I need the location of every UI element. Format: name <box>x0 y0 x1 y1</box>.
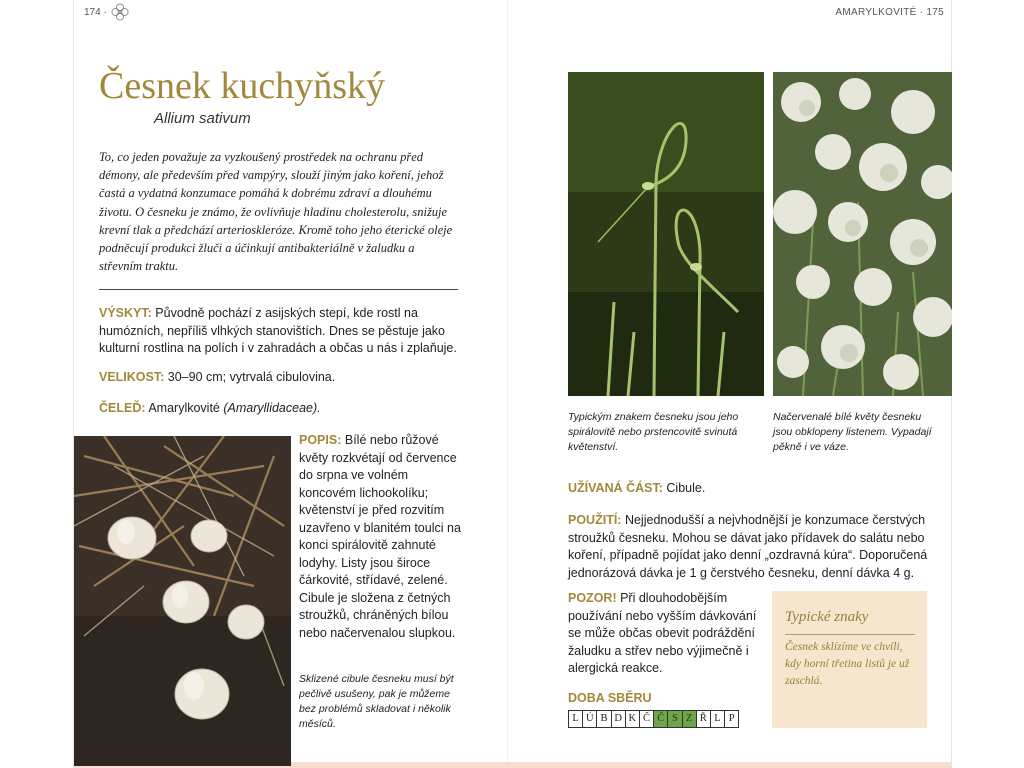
section-label: POZOR! <box>568 591 617 605</box>
section-uzivana-cast <box>568 480 928 498</box>
harvest-month: L <box>711 711 725 727</box>
caption-bulbs: Sklizené cibule česneku musí být pečlivě usušeny, pak je můžeme bez problémů skladovat i několik měsíců. <box>299 673 454 730</box>
photo-garlic-scapes <box>568 72 764 396</box>
section-label: VELIKOST: <box>99 370 165 384</box>
section-text: Amarylkovité <box>148 401 220 415</box>
harvest-month: S <box>668 711 682 727</box>
harvest-month: P <box>728 713 735 724</box>
caption-scapes: Typickým znakem česneku jsou jeho spirálovitě nebo prstencovitě svinutá květenství. <box>568 411 739 453</box>
section-celed <box>99 400 469 418</box>
harvest-month: Ř <box>697 711 711 727</box>
box-divider <box>785 634 915 635</box>
intro-divider <box>99 289 458 290</box>
harvest-month: B <box>597 711 611 727</box>
section-vyskyt <box>99 305 469 358</box>
section-latin: (Amaryllidaceae). <box>223 401 321 415</box>
caption-flowers: Načervenalé bílé květy česneku jsou obklopeny listenem. Vypadají pěkně i ve váze. <box>773 411 932 453</box>
harvest-month: Č <box>654 711 668 727</box>
section-text: Cibule. <box>666 481 706 495</box>
box-text: Česnek sklízíme ve chvíli, kdy horní třetina listů je už zaschlá. <box>785 641 910 687</box>
harvest-label: DOBA SBĚRU <box>568 691 652 705</box>
section-popis <box>299 432 463 642</box>
harvest-month: D <box>612 711 626 727</box>
section-label: UŽÍVANÁ ČÁST: <box>568 481 663 495</box>
harvest-month: Ú <box>583 711 597 727</box>
section-pouziti <box>568 512 934 582</box>
intro-paragraph: To, co jeden považuje za vyzkoušený prostředek na ochranu před démony, ale především před vampýry, slouží jiným jako koření, jehož častá a vydatná konzumace pomáhá k dobrému zdraví a dlouhému životu. O česneku je známo, že ovlivňuje hladinu cholesterolu, snižuje krevní tlak a předchází arterioskleróze. Kromě toho jeho éterické oleje podněcují produkci žluči a účinkují antibakteriálně v žaludku a střevním traktu. <box>99 150 453 274</box>
latin-name: Allium sativum <box>154 110 251 127</box>
photo-garlic-flowers <box>773 72 952 396</box>
harvest-month: L <box>569 711 583 727</box>
section-label: POUŽITÍ: <box>568 513 622 527</box>
section-label: ČELEĎ: <box>99 401 146 415</box>
photo-garlic-bulbs <box>74 436 291 766</box>
section-label: POPIS: <box>299 433 342 447</box>
section-pozor <box>568 590 764 678</box>
section-velikost <box>99 369 469 387</box>
section-text: 30–90 cm; vytrvalá cibulovina. <box>167 370 336 384</box>
section-text: Nejjednodušší a nejvhodnější je konzumace čerstvých stroužků česneku. Mohou se dávat jako přídavek do salátu nebo koření, případně pojídat jako denní „ozdravná kúra“. Doporučená jednorázová dávka je 1 g čerstvého česneku, denní dávka 4 g. <box>568 513 928 580</box>
section-text: Bílé nebo růžové květy rozkvétají od července do srpna ve volném koncovém lichookolíku; květenství je před rozvitím uzavřeno v blanitém toulci na konci spirálovitě zahnuté lodyhy. Listy jsou široce čárkovité, střídavé, zelené. Cibule je složena z četných stroužků, chráněných bílou nebo načervenalou slupkou. <box>299 433 461 640</box>
section-text: Původně pochází z asijských stepí, kde rostl na humózních, nepříliš vlhkých stanovištích. Dnes se pěstuje jako kulturní rostlina na polích i v zahradách a občas u nás i zplaňuje. <box>99 306 457 355</box>
typical-features-box <box>772 591 927 728</box>
harvest-month: K <box>626 711 640 727</box>
harvest-month: Č <box>640 711 654 727</box>
flower-emblem-icon <box>110 2 130 22</box>
section-text: Při dlouhodobějším používání nebo vyšším dávkování se může občas obevit podráždění žaludku a střev nebo výjimečně i alergická reakce. <box>568 591 757 675</box>
left-page-number: 174 · <box>84 7 107 18</box>
harvest-calendar <box>568 710 739 728</box>
page-title: Česnek kuchyňský <box>99 65 386 107</box>
box-title: Typické znaky <box>785 609 869 625</box>
harvest-month: Z <box>683 711 697 727</box>
section-label: VÝSKYT: <box>99 306 152 320</box>
running-head: AMARYLKOVITÉ · 175 <box>835 7 944 18</box>
